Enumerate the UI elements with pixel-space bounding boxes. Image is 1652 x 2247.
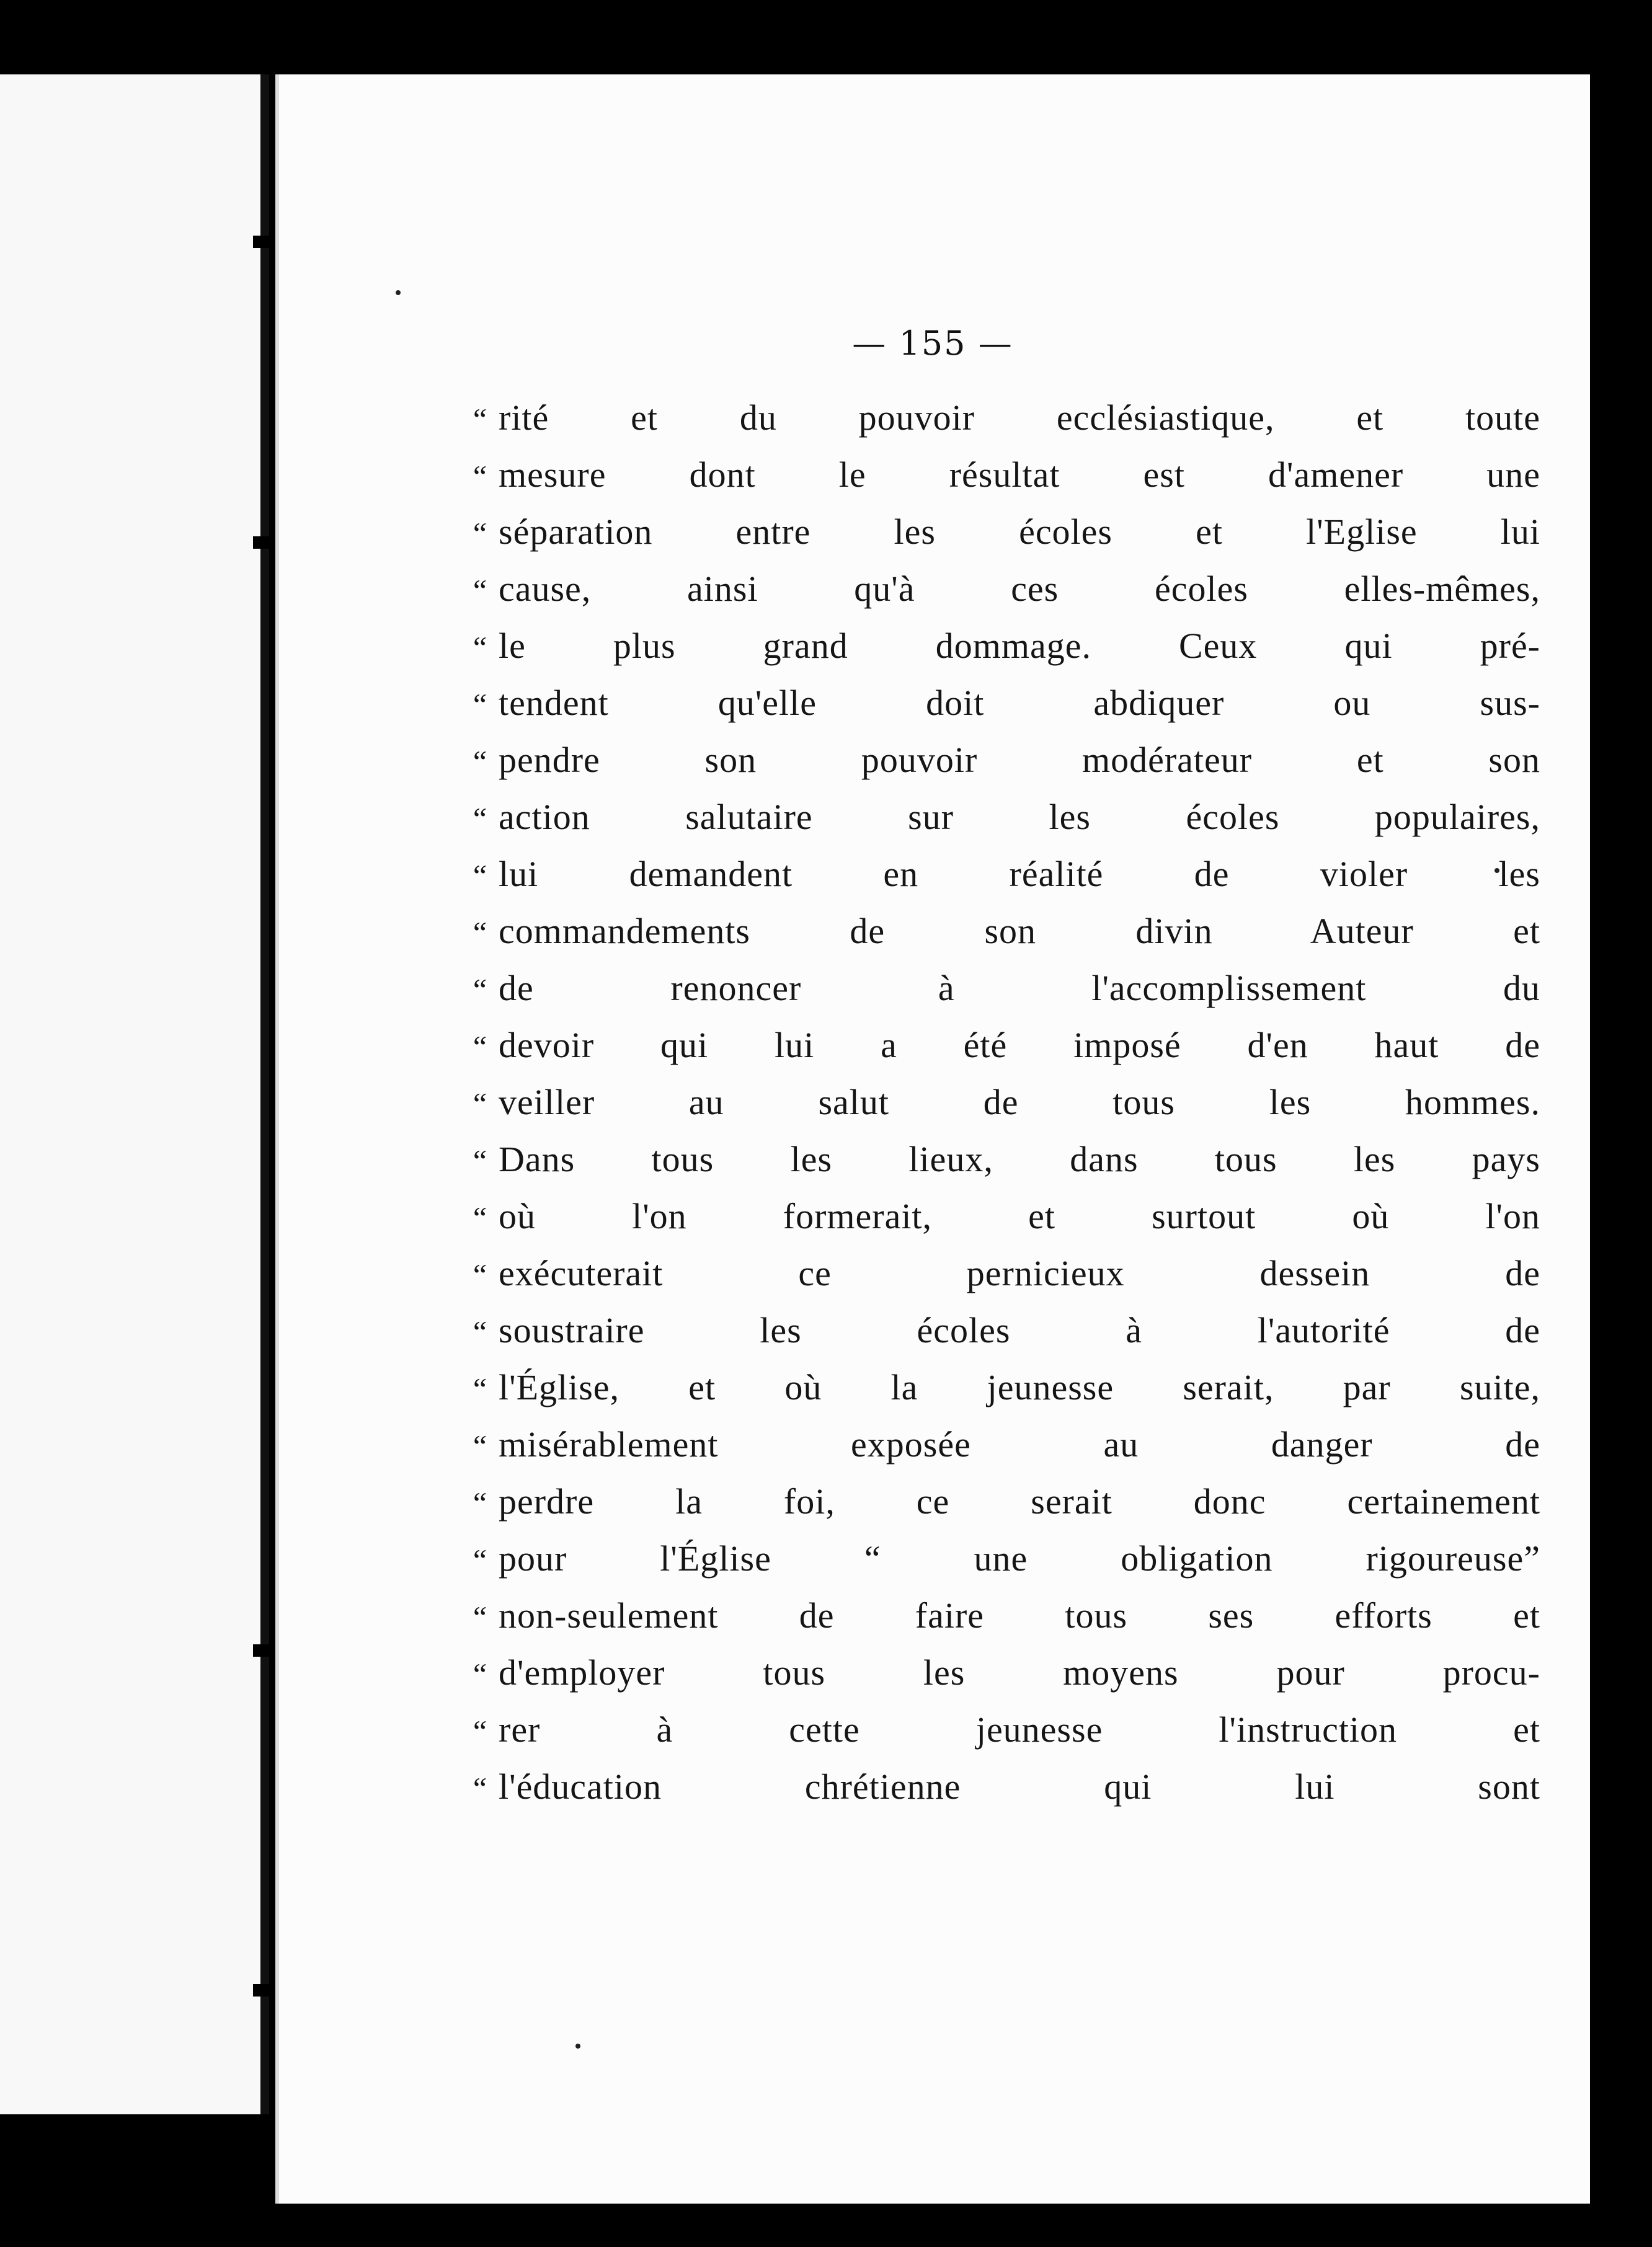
- quote-mark: “: [473, 1714, 487, 1748]
- line-text: non-seulement de faire tous ses efforts et: [499, 1595, 1540, 1636]
- left-page-edge: [0, 74, 267, 2114]
- quote-mark: “: [473, 1486, 487, 1520]
- text-line: [461, 454, 1540, 511]
- quote-mark: “: [473, 1600, 487, 1634]
- book-page: [275, 74, 1590, 2214]
- quote-mark: “: [473, 1257, 487, 1292]
- line-text: action salutaire sur les écoles populaires,: [499, 797, 1540, 837]
- quote-mark: “: [473, 1029, 487, 1064]
- quote-mark: “: [473, 915, 487, 950]
- line-text: d'employer tous les moyens pour procu-: [499, 1652, 1540, 1693]
- binding-stitch: [253, 236, 269, 248]
- text-line: [461, 1424, 1540, 1481]
- quote-mark: “: [473, 402, 487, 437]
- quote-mark: “: [473, 1143, 487, 1178]
- binding-stitch: [253, 1644, 269, 1657]
- line-text: lui demandent en réalité de violer les: [499, 854, 1540, 894]
- text-line: [461, 511, 1540, 568]
- text-line: [461, 796, 1540, 853]
- text-line: [461, 1595, 1540, 1652]
- text-line: [461, 1481, 1540, 1538]
- line-text: tendent qu'elle doit abdiquer ou sus-: [499, 683, 1540, 723]
- text-line: [461, 967, 1540, 1024]
- ink-speck: [575, 2044, 580, 2049]
- line-text: perdre la foi, ce serait donc certainement: [499, 1481, 1540, 1522]
- quote-mark: “: [473, 687, 487, 722]
- text-line: [461, 853, 1540, 910]
- text-line: [461, 1766, 1540, 1823]
- quote-mark: “: [473, 801, 487, 836]
- page-number: — 155 —: [852, 324, 1013, 363]
- line-text: de renoncer à l'accomplissement du: [499, 968, 1540, 1008]
- line-text: soustraire les écoles à l'autorité de: [499, 1310, 1540, 1350]
- line-text: l'éducation chrétienne qui lui sont: [499, 1766, 1540, 1807]
- line-text: Dans tous les lieux, dans tous les pays: [499, 1139, 1540, 1179]
- text-line: [461, 1367, 1540, 1424]
- quote-mark: “: [473, 1372, 487, 1406]
- quote-mark: “: [473, 744, 487, 779]
- text-line: [461, 682, 1540, 739]
- quote-mark: “: [473, 630, 487, 665]
- binding-stitch: [253, 1984, 269, 1997]
- line-text: le plus grand dommage. Ceux qui pré-: [499, 626, 1540, 666]
- text-line: [461, 1195, 1540, 1252]
- line-text: cause, ainsi qu'à ces écoles elles-mêmes,: [499, 569, 1540, 609]
- line-text: pour l'Église “ une obligation rigoureuse”: [499, 1538, 1540, 1579]
- line-text: l'Église, et où la jeunesse serait, par suite,: [499, 1367, 1540, 1407]
- text-line: [461, 1252, 1540, 1310]
- text-line: [461, 1138, 1540, 1195]
- quote-mark: “: [473, 972, 487, 1007]
- line-text: misérablement exposée au danger de: [499, 1424, 1540, 1465]
- line-text: séparation entre les écoles et l'Eglise lui: [499, 512, 1540, 552]
- quote-mark: “: [473, 1543, 487, 1577]
- line-text: rer à cette jeunesse l'instruction et: [499, 1709, 1540, 1750]
- ink-speck: [396, 290, 401, 295]
- quote-mark: “: [473, 858, 487, 893]
- line-text: exécuterait ce pernicieux dessein de: [499, 1253, 1540, 1293]
- text-line: [461, 1538, 1540, 1595]
- book-spine: [260, 74, 269, 2114]
- text-line: [461, 625, 1540, 682]
- text-line: [461, 397, 1540, 454]
- text-line: [461, 1310, 1540, 1367]
- text-line: [461, 739, 1540, 796]
- text-line: [461, 1709, 1540, 1766]
- body-text: [461, 397, 1540, 1823]
- quote-mark: “: [473, 1200, 487, 1235]
- line-text: veiller au salut de tous les hommes.: [499, 1082, 1540, 1122]
- quote-mark: “: [473, 1429, 487, 1463]
- text-line: [461, 1081, 1540, 1138]
- quote-mark: “: [473, 516, 487, 551]
- quote-mark: “: [473, 1314, 487, 1349]
- text-line: [461, 1652, 1540, 1709]
- line-text: commandements de son divin Auteur et: [499, 911, 1540, 951]
- text-line: [461, 568, 1540, 625]
- scan-border: [0, 2204, 1652, 2247]
- binding-stitch: [253, 536, 269, 549]
- line-text: où l'on formerait, et surtout où l'on: [499, 1196, 1540, 1236]
- quote-mark: “: [473, 1771, 487, 1806]
- line-text: devoir qui lui a été imposé d'en haut de: [499, 1025, 1540, 1065]
- quote-mark: “: [473, 459, 487, 494]
- text-line: [461, 1024, 1540, 1081]
- quote-mark: “: [473, 1657, 487, 1691]
- text-line: [461, 910, 1540, 967]
- line-text: mesure dont le résultat est d'amener une: [499, 454, 1540, 495]
- line-text: rité et du pouvoir ecclésiastique, et toute: [499, 397, 1540, 438]
- quote-mark: “: [473, 1086, 487, 1121]
- line-text: pendre son pouvoir modérateur et son: [499, 740, 1540, 780]
- quote-mark: “: [473, 573, 487, 608]
